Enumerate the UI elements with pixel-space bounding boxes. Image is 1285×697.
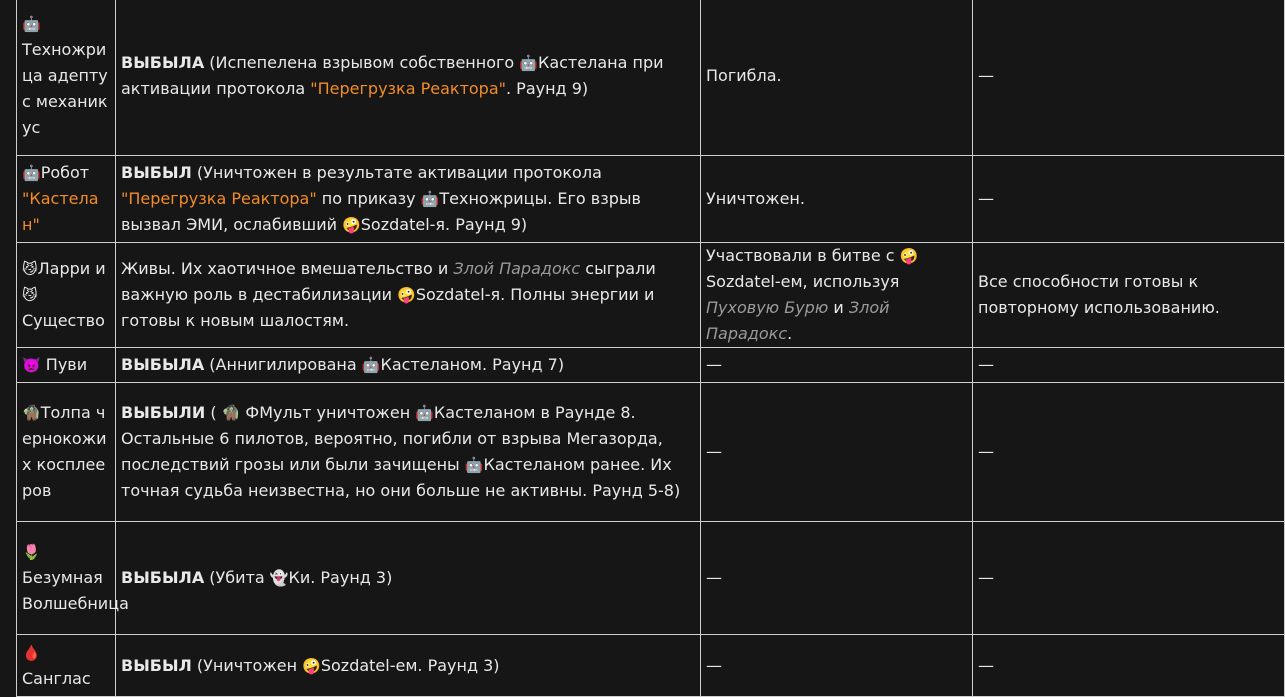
notes-cell: —	[973, 0, 1285, 156]
status-label: ВЫБЫЛА	[121, 355, 205, 374]
fate-cell: —	[701, 635, 973, 697]
table-row	[17, 156, 1285, 243]
character-name-cell	[17, 383, 116, 522]
status-label: ВЫБЫЛИ	[121, 403, 206, 422]
status-text: (Испепелена взрывом собственного	[204, 53, 520, 72]
notes-cell: —	[973, 348, 1285, 383]
status-text: Sozdatel-я. Полны энергии и готовы к новым шалостям.	[121, 285, 655, 330]
notes-cell: Все способности готовы к повторному использованию.	[973, 243, 1285, 348]
ghost-icon: 👻	[269, 569, 289, 587]
character-name: Робот	[40, 163, 90, 182]
status-text: (Аннигилирована	[204, 355, 362, 374]
protocol-link: "Перегрузка Реактора"	[310, 79, 506, 98]
character-name-cell	[17, 156, 116, 243]
status-text: (Убита	[204, 568, 270, 587]
character-name-cell	[17, 0, 116, 156]
status-text: Sozdatel-ем. Раунд 3)	[320, 655, 500, 675]
status-text: Кастелана при активации протокола	[121, 53, 664, 98]
status-text: (	[205, 403, 222, 422]
table-row	[17, 243, 1285, 348]
tulip-icon: 🌷	[22, 543, 41, 561]
character-name-cell	[17, 348, 116, 383]
troll-icon: 🧌	[221, 404, 241, 422]
status-table	[16, 0, 1285, 697]
status-cell	[116, 635, 701, 697]
notes-cell: —	[973, 383, 1285, 522]
crazy-face-icon: 🤪	[342, 216, 361, 234]
status-text: Техножрицы. Его взрыв вызвал ЭМИ, ослабивший	[121, 189, 641, 234]
status-text: Живы. Их хаотичное вмешательство и	[121, 259, 454, 278]
status-cell	[116, 243, 701, 348]
status-cell	[116, 522, 701, 635]
fate-cell: Погибла.	[701, 0, 973, 156]
fate-cell: —	[701, 348, 973, 383]
character-name-cell	[17, 635, 116, 697]
status-text: Кастеланом. Раунд 7)	[380, 355, 565, 374]
status-text: . Раунд 9)	[506, 79, 589, 98]
character-name: Толпа чернокожих косплееров	[22, 403, 107, 500]
ability-name: Злой Парадокс	[453, 259, 581, 278]
character-name: Пуви	[45, 355, 88, 374]
character-name: Ларри и	[37, 259, 106, 278]
status-text: сыграли важную роль в дестабилизации	[121, 259, 656, 304]
devil-icon: 👿	[22, 356, 41, 374]
status-text: Ки. Раунд 3)	[288, 568, 393, 587]
character-name: Безумная Волшебница	[22, 568, 129, 613]
ability-name: Пуховую Бурю	[706, 298, 829, 317]
robot-icon: 🤖	[22, 164, 41, 182]
fate-text: .	[787, 324, 793, 343]
robot-icon: 🤖	[415, 404, 434, 422]
notes-cell: —	[973, 156, 1285, 243]
table-row	[17, 522, 1285, 635]
cat-icon: 😼	[22, 286, 38, 304]
fate-text: и	[828, 298, 849, 317]
table-row	[17, 635, 1285, 697]
fate-cell	[701, 243, 973, 348]
crazy-face-icon: 🤪	[899, 247, 919, 265]
character-name-cell	[17, 243, 116, 348]
table-row	[17, 0, 1285, 156]
table-row	[17, 383, 1285, 522]
crazy-face-icon: 🤪	[397, 286, 416, 304]
robot-icon: 🤖	[519, 54, 538, 72]
cat-icon: 😼	[22, 260, 38, 278]
status-label: ВЫБЫЛ	[121, 655, 192, 675]
troll-icon: 🧌	[22, 404, 41, 422]
status-label: ВЫБЫЛА	[121, 568, 205, 587]
status-text: по приказу	[316, 189, 421, 208]
character-name: Существо	[22, 311, 105, 330]
status-text: Кастеланом в Раунде 8. Остальные 6 пилотов, вероятно, погибли от взрыва Мегазорда, последствий грозы или были зачищены	[121, 403, 663, 474]
fate-cell: —	[701, 383, 973, 522]
fate-text: Sozdatel-ем, используя	[706, 272, 900, 291]
fate-cell: Уничтожен.	[701, 156, 973, 243]
crazy-face-icon: 🤪	[302, 656, 321, 675]
status-text: Кастеланом ранее. Их точная судьба неизвестна, но они больше не активны. Раунд 5-8)	[121, 455, 681, 500]
robot-icon: 🤖	[420, 190, 440, 208]
character-name: Санглас	[22, 668, 91, 688]
robot-icon: 🤖	[22, 15, 41, 33]
status-cell	[116, 156, 701, 243]
status-text: ФМульт уничтожен	[240, 403, 416, 422]
notes-cell: —	[973, 635, 1285, 697]
table-row	[17, 348, 1285, 383]
status-text: Sozdatel-я. Раунд 9)	[360, 215, 528, 234]
robot-icon: 🤖	[464, 456, 484, 474]
character-name-highlight: "Кастелан"	[22, 189, 99, 234]
status-cell	[116, 383, 701, 522]
robot-icon: 🤖	[361, 356, 381, 374]
status-label: ВЫБЫЛА	[121, 53, 205, 72]
status-cell	[116, 0, 701, 156]
fate-cell: —	[701, 522, 973, 635]
notes-cell: —	[973, 522, 1285, 635]
character-name: Техножрица адептус механикус	[22, 40, 108, 137]
status-text: (Уничтожен в результате активации протокола	[191, 163, 602, 182]
status-cell	[116, 348, 701, 383]
fate-text: Участвовали в битве с	[706, 246, 900, 265]
status-text: (Уничтожен	[191, 655, 303, 675]
blood-drop-icon: 🩸	[22, 643, 41, 662]
ability-name: Злой Парадокс	[706, 298, 890, 343]
protocol-link: "Перегрузка Реактора"	[121, 189, 317, 208]
character-name-cell	[17, 522, 129, 635]
status-label: ВЫБЫЛ	[121, 163, 192, 182]
